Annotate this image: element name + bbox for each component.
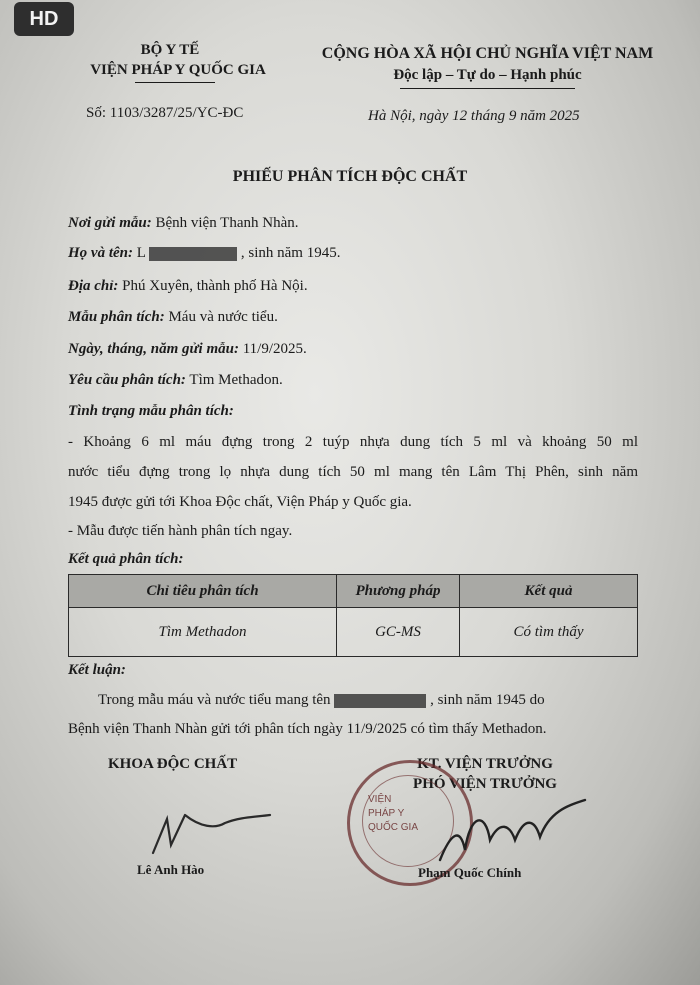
cell-result: Có tìm thấy	[460, 608, 638, 657]
cell-method: GC-MS	[337, 608, 460, 657]
name-suffix: , sinh năm 1945.	[240, 245, 341, 261]
header-method: Phương pháp	[337, 575, 460, 608]
sample-label: Mẫu phân tích:	[68, 309, 165, 325]
conclusion-line-1-start: Trong mẫu máu và nước tiểu mang tên	[98, 692, 331, 708]
request-row	[68, 372, 283, 389]
institute-name: VIỆN PHÁP Y QUỐC GIA	[90, 62, 266, 78]
name-prefix: L	[136, 245, 146, 261]
redacted-name	[149, 247, 237, 261]
stamp-line-1: VIỆN	[368, 794, 392, 805]
sender-value: Bệnh viện Thanh Nhàn.	[155, 215, 299, 231]
address-row	[68, 278, 308, 295]
conclusion-line-2: Bệnh viện Thanh Nhàn gửi tới phân tích ngày 11/9/2025 có tìm thấy Methadon.	[68, 721, 547, 737]
address-label: Địa chỉ:	[68, 278, 119, 294]
document-title: PHIẾU PHÂN TÍCH ĐỘC CHẤT	[232, 168, 468, 185]
left-signature	[145, 805, 275, 860]
request-label: Yêu cầu phân tích:	[68, 372, 186, 388]
condition-line-3: 1945 được gửi tới Khoa Độc chất, Viện Pháp y Quốc gia.	[68, 494, 412, 510]
reference-number: Số: 1103/3287/25/YC-ĐC	[86, 105, 244, 121]
sender-label: Nơi gửi mẫu:	[68, 215, 152, 231]
left-department: KHOA ĐỘC CHẤT	[108, 756, 238, 772]
right-signer-name: Phạm Quốc Chính	[418, 865, 522, 880]
hd-badge[interactable]: HD	[14, 2, 74, 36]
address-value: Phú Xuyên, thành phố Hà Nội.	[122, 278, 308, 294]
motto-underline	[400, 88, 575, 89]
left-signer-name: Lê Anh Hào	[137, 862, 205, 877]
institute-underline	[135, 82, 215, 83]
conclusion-line-1-end: , sinh năm 1945 do	[430, 692, 545, 708]
header-result: Kết quả	[460, 575, 638, 608]
name-row	[68, 245, 340, 262]
redacted-name-conclusion	[334, 694, 426, 708]
place-date: Hà Nội, ngày 12 tháng 9 năm 2025	[368, 108, 580, 124]
date-value: 11/9/2025.	[242, 341, 307, 357]
date-row	[68, 341, 307, 358]
table-row	[69, 608, 638, 657]
header-criterion: Chỉ tiêu phân tích	[69, 575, 337, 608]
conclusion-line-1	[98, 692, 545, 709]
condition-label: Tình trạng mẫu phân tích:	[68, 403, 234, 419]
request-value: Tìm Methadon.	[189, 372, 283, 388]
ministry-name: BỘ Y TẾ	[140, 42, 200, 58]
condition-line-1: - Khoảng 6 ml máu đựng trong 2 tuýp nhựa dung tích 5 ml và khoảng 50 ml	[68, 434, 638, 450]
results-table	[68, 574, 638, 657]
stamp-line-3: QUỐC GIA	[368, 822, 419, 833]
condition-line-2: nước tiểu đựng trong lọ nhựa dung tích 50 ml mang tên Lâm Thị Phên, sinh năm	[68, 464, 638, 480]
country-name: CỘNG HÒA XÃ HỘI CHỦ NGHĨA VIỆT NAM	[321, 45, 654, 62]
right-title-1: KT. VIỆN TRƯỞNG	[417, 756, 553, 772]
sample-row	[68, 309, 278, 326]
results-label: Kết quả phân tích:	[68, 551, 184, 567]
national-motto: Độc lập – Tự do – Hạnh phúc	[393, 67, 582, 83]
cell-criterion: Tìm Methadon	[69, 608, 337, 657]
sample-value: Máu và nước tiểu.	[168, 309, 278, 325]
name-label: Họ và tên:	[68, 245, 133, 261]
condition-line-4: - Mẫu được tiến hành phân tích ngay.	[68, 523, 293, 539]
sender-row	[68, 215, 299, 232]
right-signature	[430, 795, 590, 870]
conclusion-label: Kết luận:	[68, 662, 126, 678]
date-label: Ngày, tháng, năm gửi mẫu:	[68, 341, 239, 357]
stamp-line-2: PHÁP Y	[368, 808, 405, 819]
table-header-row	[69, 575, 638, 608]
right-title-2: PHÓ VIỆN TRƯỞNG	[413, 776, 557, 792]
